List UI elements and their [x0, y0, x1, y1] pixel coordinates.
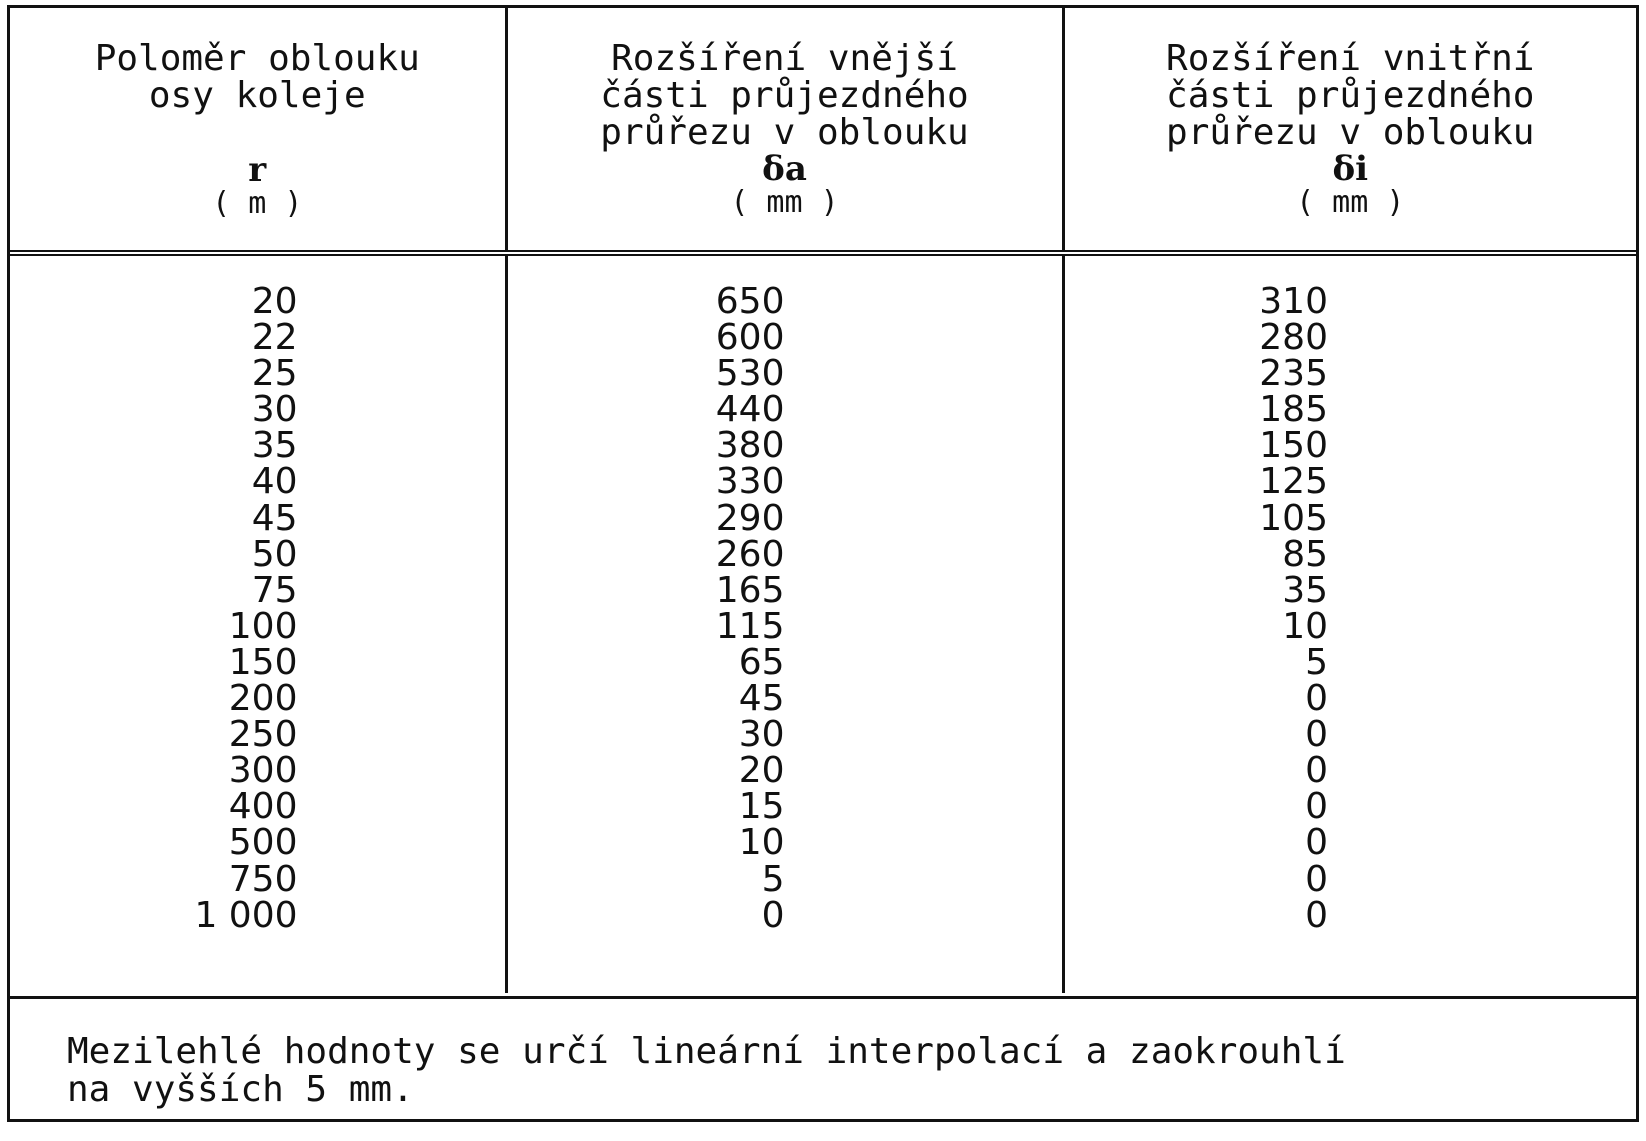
- table-cell-value: 380: [715, 425, 785, 467]
- table-cell-value: 300: [228, 750, 298, 792]
- table-cell-value: 290: [715, 497, 785, 539]
- table-cell-value: 260: [715, 533, 785, 575]
- table-cell-value: 10: [1282, 605, 1328, 647]
- table-cell-value: 115: [715, 605, 785, 647]
- table-cell-value: 40: [251, 461, 298, 503]
- table-cell-value: 45: [251, 497, 298, 539]
- header-unit: ( mm ): [730, 185, 839, 220]
- table-cell-value: 185: [1259, 389, 1328, 431]
- table-cell-value: 0: [1305, 894, 1328, 936]
- outer-widening-values-cell: [506, 253, 1063, 993]
- table-cell-value: 0: [1305, 858, 1328, 900]
- header-unit: ( mm ): [1296, 185, 1405, 220]
- header-symbol: r: [248, 150, 267, 190]
- header-line: průřezu v oblouku: [1166, 112, 1535, 153]
- header-radius: [10, 8, 506, 253]
- header-outer-widening: [506, 8, 1063, 253]
- curve-widening-table: [7, 5, 1639, 1122]
- table-cell-value: 105: [1259, 497, 1328, 539]
- table-cell-value: 165: [715, 569, 785, 611]
- table-cell-value: 15: [738, 786, 785, 828]
- table-cell-value: 100: [228, 605, 298, 647]
- table-cell-value: 10: [738, 822, 785, 864]
- header-inner-widening: [1063, 8, 1636, 253]
- table-cell-value: 150: [1259, 425, 1328, 467]
- inner-widening-values-cell: [1063, 253, 1636, 993]
- note-line: na vyšších 5 mm.: [67, 1069, 414, 1110]
- table-cell-value: 22: [251, 317, 298, 359]
- header-line: části průjezdného: [600, 75, 969, 116]
- table-cell-value: 50: [251, 533, 298, 575]
- table-cell-value: 125: [1259, 461, 1328, 503]
- data-table: [10, 8, 1636, 993]
- table-cell-value: 200: [228, 678, 298, 720]
- header-line: průřezu v oblouku: [600, 112, 969, 153]
- table-cell-value: 30: [251, 389, 298, 431]
- table-cell-value: 85: [1282, 533, 1328, 575]
- table-cell-value: 30: [738, 714, 785, 756]
- table-cell-value: 75: [251, 569, 298, 611]
- table-cell-value: 35: [1282, 569, 1328, 611]
- table-cell-value: 20: [251, 281, 298, 322]
- table-cell-value: 280: [1259, 317, 1328, 359]
- table-cell-value: 0: [1305, 714, 1328, 756]
- header-line: Rozšíření vnitřní: [1166, 38, 1535, 79]
- table-cell-value: 400: [228, 786, 298, 828]
- inner-widening-values: [1065, 256, 1637, 934]
- header-line: Rozšíření vnější: [611, 38, 958, 79]
- table-cell-value: 530: [715, 353, 785, 395]
- table-cell-value: 0: [1305, 822, 1328, 864]
- table-cell-value: 25: [251, 353, 298, 395]
- table-cell-value: 250: [228, 714, 298, 756]
- table-cell-value: 45: [738, 678, 785, 720]
- header-line: Poloměr oblouku: [94, 38, 420, 79]
- header-line: části průjezdného: [1166, 75, 1535, 116]
- table-cell-value: 750: [228, 858, 298, 900]
- header-symbol: δi: [1332, 149, 1369, 189]
- radius-values-cell: [10, 253, 506, 993]
- values-row: [10, 253, 1636, 993]
- table-cell-value: 5: [1305, 641, 1328, 683]
- table-cell-value: 235: [1259, 353, 1328, 395]
- table-cell-value: 20: [738, 750, 785, 792]
- table-cell-value: 330: [715, 461, 785, 503]
- table-cell-value: 65: [738, 641, 785, 683]
- table-cell-value: 500: [228, 822, 298, 864]
- table-cell-value: 0: [1305, 786, 1328, 828]
- table-cell-value: 150: [228, 641, 298, 683]
- table-cell-value: 310: [1259, 281, 1328, 322]
- table-cell-value: 440: [715, 389, 785, 431]
- table-cell-value: 0: [761, 894, 785, 936]
- header-unit: ( m ): [212, 186, 303, 221]
- note-line: Mezilehlé hodnoty se určí lineární interpolací a zaokrouhlí: [67, 1031, 1346, 1072]
- table-cell-value: 0: [1305, 678, 1328, 720]
- interpolation-note: [10, 996, 1636, 1122]
- table-cell-value: 600: [715, 317, 785, 359]
- outer-widening-values: [508, 256, 1062, 934]
- header-line: osy koleje: [148, 75, 366, 116]
- radius-values: [10, 256, 505, 934]
- table-cell-value: 1 000: [194, 894, 298, 936]
- table-cell-value: 5: [761, 858, 785, 900]
- table-cell-value: 35: [251, 425, 298, 467]
- table-cell-value: 650: [715, 281, 785, 322]
- header-row: [10, 8, 1636, 253]
- header-symbol: δa: [762, 149, 807, 189]
- table-cell-value: 0: [1305, 750, 1328, 792]
